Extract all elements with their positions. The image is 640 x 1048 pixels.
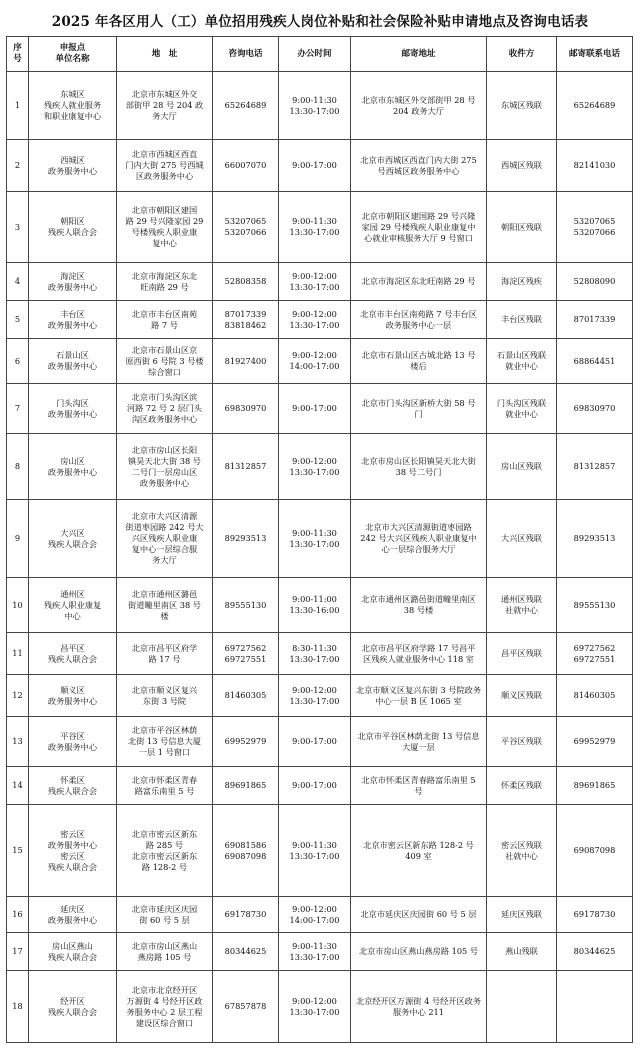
row-mail-phone: 81460305 <box>557 675 633 717</box>
row-unit: 昌平区 残疾人联合会 <box>29 633 117 675</box>
row-hours: 9:00-12:00 14:00-17:00 <box>279 897 351 933</box>
row-unit: 怀柔区 残疾人联合会 <box>29 767 117 805</box>
table-row <box>7 578 633 633</box>
row-mail-address: 北京市怀柔区青春路富乐南里 5 号 <box>351 767 487 805</box>
table-row <box>7 897 633 933</box>
row-no: 12 <box>7 675 29 717</box>
row-mail-phone: 89293513 <box>557 500 633 578</box>
table-row <box>7 500 633 578</box>
row-mail-address: 北京市房山区燕山燕房路 105 号 <box>351 933 487 971</box>
row-address: 北京市朝阳区建国 路 29 号兴隆家园 29 号楼残疾人职业康 复中心 <box>117 192 213 263</box>
row-phone: 80344625 <box>213 933 279 971</box>
row-unit: 顺义区 政务服务中心 <box>29 675 117 717</box>
row-no: 8 <box>7 434 29 500</box>
row-mail-phone: 89555130 <box>557 578 633 633</box>
table-row <box>7 675 633 717</box>
row-unit: 丰台区 政务服务中心 <box>29 301 117 339</box>
row-phone: 69178730 <box>213 897 279 933</box>
row-no: 10 <box>7 578 29 633</box>
row-recipient <box>487 971 557 1043</box>
row-phone: 52808358 <box>213 263 279 301</box>
row-address: 北京市北京经开区 万源街 4 号经开区政 务服务中心 2 层工程 建设区综合窗口 <box>117 971 213 1043</box>
row-unit: 房山区燕山 残疾人联合会 <box>29 933 117 971</box>
row-mail-address: 北京市顺义区复兴东街 3 号院政务 中心一层 B 区 1065 室 <box>351 675 487 717</box>
table-row <box>7 301 633 339</box>
row-phone: 81927400 <box>213 339 279 384</box>
table-row <box>7 192 633 263</box>
row-no: 5 <box>7 301 29 339</box>
row-mail-address: 北京市昌平区府学路 17 号昌平 区残疾人就业服务中心 118 室 <box>351 633 487 675</box>
row-address: 北京市顺义区复兴 东街 3 号院 <box>117 675 213 717</box>
row-hours: 9:00-11:30 13:30-17:00 <box>279 933 351 971</box>
row-no: 17 <box>7 933 29 971</box>
row-mail-phone <box>557 971 633 1043</box>
row-recipient: 大兴区残联 <box>487 500 557 578</box>
row-phone: 67857878 <box>213 971 279 1043</box>
row-no: 7 <box>7 384 29 434</box>
row-mail-address: 北京市密云区新东路 128-2 号 409 室 <box>351 805 487 897</box>
row-address: 北京市平谷区林荫 北街 13 号信息大厦 一层 1 号窗口 <box>117 717 213 767</box>
document-title: 2025 年各区用人（工）单位招用残疾人岗位补贴和社会保险补贴申请地点及咨询电话表 <box>51 14 589 30</box>
table-row <box>7 717 633 767</box>
row-phone: 69830970 <box>213 384 279 434</box>
row-no: 6 <box>7 339 29 384</box>
row-unit: 延庆区 政务服务中心 <box>29 897 117 933</box>
row-hours: 9:00-12:00 13:30-17:00 <box>279 263 351 301</box>
header-unit: 申报点 单位名称 <box>29 37 117 72</box>
row-no: 2 <box>7 140 29 192</box>
row-hours: 9:00-12:00 13:30-17:00 <box>279 971 351 1043</box>
row-no: 16 <box>7 897 29 933</box>
row-mail-address: 北京市石景山区古城北路 13 号 楼后 <box>351 339 487 384</box>
row-unit: 房山区 政务服务中心 <box>29 434 117 500</box>
row-address: 北京市延庆区庆园 街 60 号 5 层 <box>117 897 213 933</box>
row-recipient: 西城区残联 <box>487 140 557 192</box>
row-mail-phone: 68864451 <box>557 339 633 384</box>
row-phone: 69727562 69727551 <box>213 633 279 675</box>
row-phone: 53207065 53207066 <box>213 192 279 263</box>
row-address: 北京市通州区潞邑 街道疃里南区 38 号 楼 <box>117 578 213 633</box>
row-hours: 9:00-17:00 <box>279 767 351 805</box>
row-mail-address: 北京市丰台区南苑路 7 号丰台区 政务服务中心一层 <box>351 301 487 339</box>
row-mail-phone: 69087098 <box>557 805 633 897</box>
table-body <box>7 72 633 1043</box>
row-recipient: 燕山残联 <box>487 933 557 971</box>
row-phone: 65264689 <box>213 72 279 140</box>
row-phone: 89555130 <box>213 578 279 633</box>
row-unit: 石景山区 政务服务中心 <box>29 339 117 384</box>
row-mail-address: 北京市东城区外交部街甲 28 号 204 政务大厅 <box>351 72 487 140</box>
table-row <box>7 434 633 500</box>
row-recipient: 朝阳区残联 <box>487 192 557 263</box>
row-address: 北京市怀柔区青春 路富乐南里 5 号 <box>117 767 213 805</box>
row-hours: 9:00-17:00 <box>279 140 351 192</box>
row-address: 北京市密云区新东 路 285 号 北京市密云区新东 路 128-2 号 <box>117 805 213 897</box>
row-no: 11 <box>7 633 29 675</box>
row-mail-address: 北京市海淀区东北旺南路 29 号 <box>351 263 487 301</box>
row-mail-phone: 53207065 53207066 <box>557 192 633 263</box>
row-phone: 87017339 83818462 <box>213 301 279 339</box>
row-mail-address: 北京市房山区长阳镇昊天北大街 38 号二号门 <box>351 434 487 500</box>
row-mail-phone: 69178730 <box>557 897 633 933</box>
row-hours: 9:00-11:30 13:30-17:00 <box>279 805 351 897</box>
row-mail-address: 北京市朝阳区建国路 29 号兴隆 家园 29 号楼残疾人职业康复中 心就业审核服务大厅 9 号窗口 <box>351 192 487 263</box>
header-mail-phone: 邮寄联系电话 <box>557 37 633 72</box>
row-phone: 66007070 <box>213 140 279 192</box>
row-recipient: 东城区残联 <box>487 72 557 140</box>
row-no: 3 <box>7 192 29 263</box>
row-phone: 69952979 <box>213 717 279 767</box>
table-header-row <box>7 37 633 72</box>
row-address: 北京市房山区燕山 燕房路 105 号 <box>117 933 213 971</box>
row-recipient: 丰台区残联 <box>487 301 557 339</box>
row-recipient: 房山区残联 <box>487 434 557 500</box>
row-address: 北京市西城区西直 门内大街 275 号西城 区政务服务中心 <box>117 140 213 192</box>
row-mail-address: 北京市通州区潞邑街道疃里南区 38 号楼 <box>351 578 487 633</box>
row-recipient: 平谷区残联 <box>487 717 557 767</box>
row-recipient: 怀柔区残联 <box>487 767 557 805</box>
table-row <box>7 933 633 971</box>
table-row <box>7 72 633 140</box>
row-no: 1 <box>7 72 29 140</box>
row-unit: 密云区 政务服务中心 密云区 残疾人联合会 <box>29 805 117 897</box>
table-row <box>7 384 633 434</box>
row-recipient: 昌平区残联 <box>487 633 557 675</box>
row-recipient: 顺义区残联 <box>487 675 557 717</box>
row-mail-phone: 52808090 <box>557 263 633 301</box>
table-row <box>7 263 633 301</box>
row-mail-phone: 82141030 <box>557 140 633 192</box>
row-hours: 9:00-11:30 13:30-17:00 <box>279 192 351 263</box>
row-recipient: 门头沟区残联 就业中心 <box>487 384 557 434</box>
row-unit: 朝阳区 残疾人联合会 <box>29 192 117 263</box>
row-hours: 9:00-12:00 13:30-17:00 <box>279 675 351 717</box>
table-row <box>7 805 633 897</box>
row-recipient: 密云区残联 社就中心 <box>487 805 557 897</box>
row-hours: 9:00-11:30 13:30-17:00 <box>279 500 351 578</box>
row-unit: 平谷区 政务服务中心 <box>29 717 117 767</box>
table-row <box>7 633 633 675</box>
row-hours: 8:30-11:30 13:30-17:00 <box>279 633 351 675</box>
subsidy-table <box>6 36 633 1043</box>
row-unit: 东城区 残疾人就业服务 和职业康复中心 <box>29 72 117 140</box>
row-mail-phone: 87017339 <box>557 301 633 339</box>
row-address: 北京市昌平区府学 路 17 号 <box>117 633 213 675</box>
row-hours: 9:00-17:00 <box>279 384 351 434</box>
row-mail-address: 北京经开区万源街 4 号经开区政务 服务中心 211 <box>351 971 487 1043</box>
row-unit: 海淀区 政务服务中心 <box>29 263 117 301</box>
row-no: 9 <box>7 500 29 578</box>
row-address: 北京市丰台区南苑 路 7 号 <box>117 301 213 339</box>
row-mail-address: 北京市大兴区清源街道枣园路 242 号大兴区残疾人职业康复中 心一层综合服务大厅 <box>351 500 487 578</box>
header-hours: 办公时间 <box>279 37 351 72</box>
table-row <box>7 339 633 384</box>
row-mail-phone: 69727562 69727551 <box>557 633 633 675</box>
row-phone: 81460305 <box>213 675 279 717</box>
row-no: 14 <box>7 767 29 805</box>
row-mail-address: 北京市延庆区庆园街 60 号 5 层 <box>351 897 487 933</box>
row-hours: 9:00-11:30 13:30-17:00 <box>279 72 351 140</box>
row-recipient: 通州区残联 社就中心 <box>487 578 557 633</box>
row-address: 北京市门头沟区滨 河路 72 号 2 层门头 沟区政务服务中心 <box>117 384 213 434</box>
row-phone: 81312857 <box>213 434 279 500</box>
row-unit: 大兴区 残疾人联合会 <box>29 500 117 578</box>
row-address: 北京市海淀区东北 旺南路 29 号 <box>117 263 213 301</box>
row-no: 15 <box>7 805 29 897</box>
row-no: 4 <box>7 263 29 301</box>
header-phone: 咨询电话 <box>213 37 279 72</box>
row-unit: 通州区 残疾人职业康复 中心 <box>29 578 117 633</box>
row-mail-address: 北京市平谷区林荫北街 13 号信息 大厦一层 <box>351 717 487 767</box>
row-mail-phone: 89691865 <box>557 767 633 805</box>
row-unit: 西城区 政务服务中心 <box>29 140 117 192</box>
row-address: 北京市石景山区京 原西街 6 号院 3 号楼 综合窗口 <box>117 339 213 384</box>
row-address: 北京市大兴区清源 街道枣园路 242 号大 兴区残疾人职业康 复中心一层综合服 务大厅 <box>117 500 213 578</box>
table-row <box>7 140 633 192</box>
row-recipient: 海淀区残疾 <box>487 263 557 301</box>
row-mail-phone: 69830970 <box>557 384 633 434</box>
row-mail-phone: 69952979 <box>557 717 633 767</box>
row-hours: 9:00-11:00 13:30-16:00 <box>279 578 351 633</box>
row-phone: 89691865 <box>213 767 279 805</box>
header-address: 地 址 <box>117 37 213 72</box>
row-mail-phone: 65264689 <box>557 72 633 140</box>
row-unit: 经开区 残疾人联合会 <box>29 971 117 1043</box>
row-phone: 89293513 <box>213 500 279 578</box>
row-phone: 69081586 69087098 <box>213 805 279 897</box>
row-hours: 9:00-12:00 13:30-17:00 <box>279 301 351 339</box>
row-no: 13 <box>7 717 29 767</box>
row-unit: 门头沟区 政务服务中心 <box>29 384 117 434</box>
header-no: 序 号 <box>7 37 29 72</box>
row-mail-address: 北京市门头沟区新桥大街 58 号 门 <box>351 384 487 434</box>
row-address: 北京市东城区外交 部街甲 28 号 204 政 务大厅 <box>117 72 213 140</box>
row-mail-phone: 80344625 <box>557 933 633 971</box>
header-mail-address: 邮寄地址 <box>351 37 487 72</box>
row-mail-phone: 81312857 <box>557 434 633 500</box>
row-hours: 9:00-12:00 13:30-17:00 <box>279 434 351 500</box>
row-no: 18 <box>7 971 29 1043</box>
table-row <box>7 767 633 805</box>
row-mail-address: 北京市西城区西直门内大街 275 号西城区政务服务中心 <box>351 140 487 192</box>
row-recipient: 延庆区残联 <box>487 897 557 933</box>
row-address: 北京市房山区长阳 镇昊天北大街 38 号 二号门一层房山区 政务服务中心 <box>117 434 213 500</box>
header-recipient: 收件方 <box>487 37 557 72</box>
table-row <box>7 971 633 1043</box>
row-recipient: 石景山区残联 就业中心 <box>487 339 557 384</box>
row-hours: 9:00-17:00 <box>279 717 351 767</box>
row-hours: 9:00-12:00 14:00-17:00 <box>279 339 351 384</box>
